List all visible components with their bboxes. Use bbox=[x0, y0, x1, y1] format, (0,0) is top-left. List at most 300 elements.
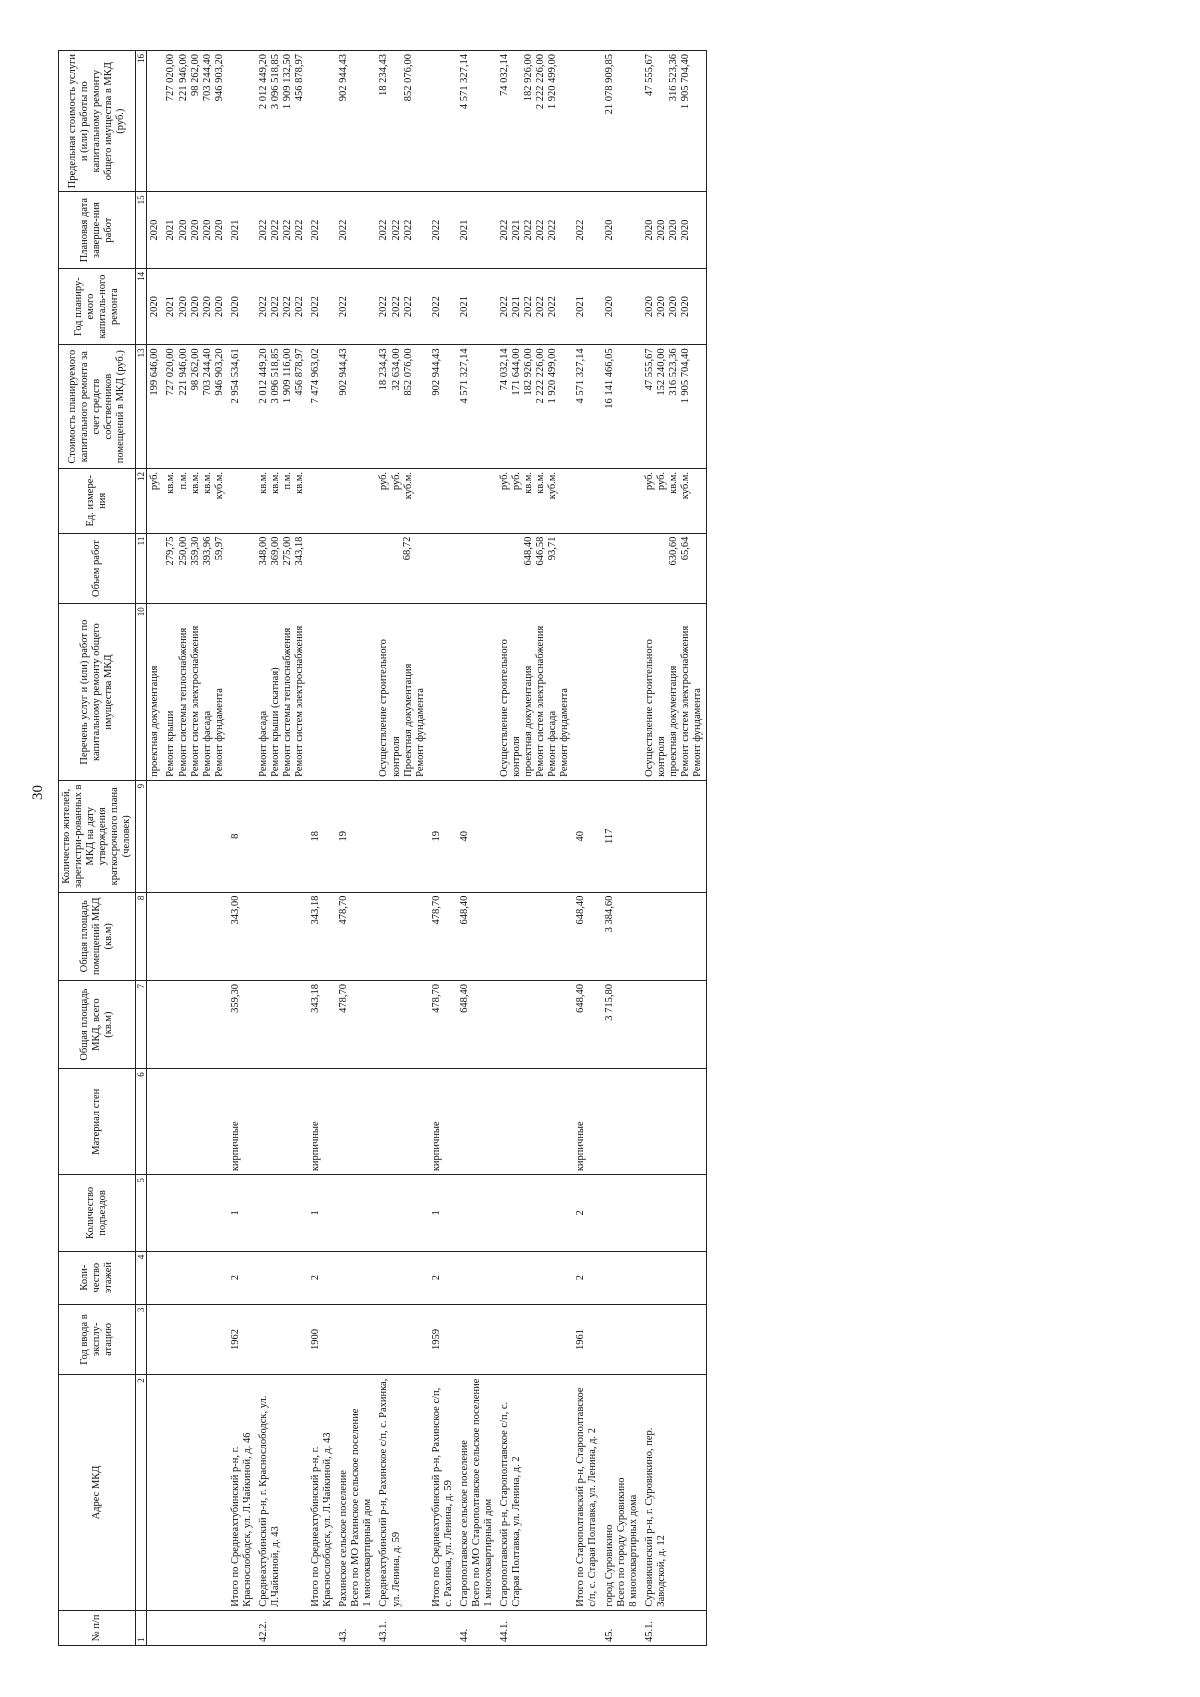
wall-material: кирпичные bbox=[308, 1069, 336, 1175]
unit-value: руб. bbox=[390, 471, 402, 491]
year-built: 1900 bbox=[308, 1304, 336, 1375]
cost-value: 4 571 327,14 bbox=[458, 348, 470, 404]
end-value: 2022 bbox=[282, 219, 293, 241]
vol-value bbox=[149, 537, 161, 601]
total-area: 359,30 bbox=[228, 980, 256, 1068]
table-row bbox=[642, 51, 707, 1646]
floors-count: 2 bbox=[573, 1251, 601, 1304]
residents-count: 18 bbox=[308, 780, 336, 892]
unit-value: кв.м. bbox=[535, 471, 547, 494]
cost-value: 1 920 499,00 bbox=[547, 348, 559, 404]
plan-value: 2022 bbox=[282, 296, 293, 318]
plan-cell bbox=[256, 268, 308, 345]
plan-value: 2022 bbox=[390, 296, 402, 318]
vol-cell bbox=[573, 533, 601, 604]
address-cell bbox=[602, 1375, 642, 1610]
vol-value bbox=[499, 537, 511, 601]
table-row bbox=[308, 51, 336, 1646]
limit-cell bbox=[336, 51, 376, 192]
year-built: 1962 bbox=[228, 1304, 256, 1375]
address-cell bbox=[256, 1375, 308, 1610]
residents-count bbox=[256, 780, 308, 892]
end-value: 2022 bbox=[402, 219, 414, 241]
limit-cell bbox=[457, 51, 497, 192]
column-header-13: Стоимость планируемого капитального ремонта за счет средств собственников помещений в МКД (руб.) bbox=[59, 345, 136, 469]
limit-value: 1 920 499,00 bbox=[547, 54, 559, 110]
cost-cell bbox=[429, 345, 457, 469]
unit-value: кв.м. bbox=[189, 471, 201, 494]
vol-cell bbox=[256, 533, 308, 604]
plan-value: 2020 bbox=[679, 296, 691, 318]
cost-value: 1 909 116,00 bbox=[282, 348, 293, 404]
end-cell bbox=[308, 192, 336, 269]
cost-cell bbox=[228, 345, 256, 469]
cost-value: 946 903,20 bbox=[213, 348, 225, 396]
column-number-2: 2 bbox=[136, 1375, 147, 1610]
plan-cell bbox=[163, 268, 227, 345]
year-built bbox=[256, 1304, 308, 1375]
total-area: 478,70 bbox=[429, 980, 457, 1068]
year-built bbox=[147, 1304, 164, 1375]
unit-cell bbox=[457, 468, 497, 533]
limit-value: 4 571 327,14 bbox=[458, 54, 470, 110]
vol-cell bbox=[602, 533, 642, 604]
vol-value: 93,71 bbox=[547, 536, 559, 561]
address-cell bbox=[429, 1375, 457, 1610]
vol-cell bbox=[497, 533, 573, 604]
unit-value: руб. bbox=[149, 471, 161, 491]
total-area bbox=[642, 980, 707, 1068]
row-number bbox=[429, 1610, 457, 1645]
vol-value bbox=[575, 537, 587, 601]
plan-value: 2022 bbox=[338, 296, 350, 318]
address-line: Всего по МО Рахинское сельское поселение bbox=[350, 1408, 362, 1607]
row-number: 45.1. bbox=[642, 1610, 707, 1645]
column-number-row bbox=[136, 51, 147, 1646]
works-cell bbox=[163, 604, 227, 781]
works-cell bbox=[256, 604, 308, 781]
plan-value: 2022 bbox=[378, 296, 390, 318]
cost-cell bbox=[256, 345, 308, 469]
address-cell bbox=[336, 1375, 376, 1610]
end-cell bbox=[602, 192, 642, 269]
column-number-5: 5 bbox=[136, 1175, 147, 1252]
end-value: 2021 bbox=[511, 219, 523, 241]
end-value: 2022 bbox=[499, 219, 510, 241]
unit-cell bbox=[497, 468, 573, 533]
works-cell bbox=[457, 604, 497, 781]
plan-value: 2022 bbox=[430, 296, 442, 318]
unit-cell bbox=[336, 468, 376, 533]
column-number-6: 6 bbox=[136, 1069, 147, 1175]
residents-count bbox=[147, 780, 164, 892]
column-header-6: Материал стен bbox=[59, 1069, 136, 1175]
cost-value: 98 262,00 bbox=[189, 348, 201, 391]
table-row bbox=[602, 51, 642, 1646]
end-value: 2020 bbox=[603, 219, 615, 241]
plan-value: 2022 bbox=[310, 296, 322, 318]
works-value: Ремонт крыши (скатная) bbox=[269, 667, 281, 777]
works-value bbox=[230, 607, 242, 777]
limit-value bbox=[575, 54, 587, 188]
floors-count bbox=[163, 1251, 227, 1304]
column-number-8: 8 bbox=[136, 892, 147, 980]
end-value: 2021 bbox=[458, 219, 470, 241]
limit-value: 74 032,14 bbox=[499, 54, 510, 96]
unit-value: руб. bbox=[643, 471, 655, 491]
rotated-table-container bbox=[58, 50, 1150, 1646]
end-value: 2020 bbox=[149, 219, 161, 241]
cost-value: 2 012 449,20 bbox=[257, 348, 269, 404]
unit-value: кв.м. bbox=[667, 471, 679, 494]
vol-value: 65,64 bbox=[679, 536, 691, 561]
plan-value: 2021 bbox=[575, 296, 587, 318]
header-row bbox=[59, 51, 136, 1646]
plan-value: 2022 bbox=[294, 296, 306, 318]
works-value: проектная документация bbox=[523, 665, 535, 777]
end-value: 2022 bbox=[523, 219, 535, 241]
end-cell bbox=[376, 192, 428, 269]
total-area bbox=[163, 980, 227, 1068]
floors-count bbox=[457, 1251, 497, 1304]
address-line: Итого по Среднеахтубинский р-н, г. Краснослободск, ул. Л.Чайкиной, д. 46 bbox=[229, 1432, 253, 1607]
limit-value: 946 903,20 bbox=[213, 54, 225, 102]
works-value bbox=[459, 607, 471, 777]
vol-cell bbox=[336, 533, 376, 604]
floors-count bbox=[642, 1251, 707, 1304]
end-cell bbox=[497, 192, 573, 269]
vol-value bbox=[459, 537, 471, 601]
plan-value: 2020 bbox=[667, 296, 679, 318]
works-cell bbox=[602, 604, 642, 781]
vol-cell bbox=[228, 533, 256, 604]
vol-cell bbox=[642, 533, 707, 604]
plan-cell bbox=[602, 268, 642, 345]
works-cell bbox=[429, 604, 457, 781]
row-number: 42.2. bbox=[256, 1610, 308, 1645]
works-value: Осуществление строительного контроля bbox=[643, 639, 667, 777]
unit-cell bbox=[429, 468, 457, 533]
unit-value: кв.м. bbox=[269, 471, 281, 494]
premises-area bbox=[256, 892, 308, 980]
plan-value: 2022 bbox=[535, 296, 547, 318]
unit-value bbox=[431, 472, 443, 530]
limit-value: 727 020,00 bbox=[165, 54, 177, 102]
works-value bbox=[575, 607, 587, 777]
vol-value bbox=[431, 537, 443, 601]
entrances-count: 1 bbox=[228, 1175, 256, 1252]
unit-value: куб.м. bbox=[547, 471, 559, 500]
limit-value: 852 076,00 bbox=[402, 54, 414, 102]
total-area bbox=[376, 980, 428, 1068]
works-value: Ремонт крыши bbox=[165, 710, 177, 777]
floors-count bbox=[256, 1251, 308, 1304]
vol-value bbox=[390, 537, 402, 601]
cost-value: 47 555,67 bbox=[643, 348, 655, 391]
works-cell bbox=[228, 604, 256, 781]
premises-area: 648,40 bbox=[457, 892, 497, 980]
cost-value: 221 946,00 bbox=[177, 348, 189, 396]
address-line: город Суровикино bbox=[603, 1524, 615, 1607]
vol-value bbox=[511, 537, 523, 601]
works-cell bbox=[308, 604, 336, 781]
works-value: Ремонт фасада bbox=[547, 710, 559, 777]
plan-cell bbox=[642, 268, 707, 345]
total-area bbox=[147, 980, 164, 1068]
end-value: 2022 bbox=[378, 219, 390, 241]
address-line: Итого по Среднеахтубинский р-н, Рахинское с/п, с. Рахинка, ул. Ленина, д. 59 bbox=[430, 1387, 454, 1607]
works-value bbox=[604, 607, 616, 777]
limit-value bbox=[149, 54, 161, 188]
residents-count: 40 bbox=[457, 780, 497, 892]
end-value: 2022 bbox=[310, 219, 322, 241]
vol-value: 359,30 bbox=[189, 536, 201, 566]
limit-value: 1 909 132,50 bbox=[282, 54, 293, 110]
plan-cell bbox=[147, 268, 164, 345]
address-cell bbox=[573, 1375, 601, 1610]
total-area: 648,40 bbox=[457, 980, 497, 1068]
cost-value: 727 020,00 bbox=[165, 348, 177, 396]
unit-value: куб.м. bbox=[402, 471, 414, 500]
works-cell bbox=[376, 604, 428, 781]
plan-value: 2020 bbox=[655, 296, 667, 318]
vol-cell bbox=[376, 533, 428, 604]
works-value bbox=[338, 607, 350, 777]
vol-value: 630,60 bbox=[667, 536, 679, 566]
cost-cell bbox=[336, 345, 376, 469]
unit-cell bbox=[642, 468, 707, 533]
wall-material bbox=[256, 1069, 308, 1175]
entrances-count: 1 bbox=[308, 1175, 336, 1252]
address-line: 8 многоквартирных дома bbox=[627, 1494, 639, 1607]
limit-cell bbox=[256, 51, 308, 192]
wall-material: кирпичные bbox=[429, 1069, 457, 1175]
end-value: 2021 bbox=[165, 219, 177, 241]
column-number-16: 16 bbox=[136, 51, 147, 192]
address-line: Итого по Среднеахтубинский р-н, г. Краснослободск, ул. Л.Чайкиной, д. 43 bbox=[310, 1432, 334, 1607]
unit-cell bbox=[228, 468, 256, 533]
year-built bbox=[642, 1304, 707, 1375]
residents-count: 40 bbox=[573, 780, 601, 892]
plan-value: 2022 bbox=[402, 296, 414, 318]
address-cell bbox=[147, 1375, 164, 1610]
entrances-count bbox=[163, 1175, 227, 1252]
plan-value: 2021 bbox=[511, 296, 523, 318]
year-built bbox=[497, 1304, 573, 1375]
column-header-7: Общая площадь МКД, всего (кв.м) bbox=[59, 980, 136, 1068]
year-built bbox=[602, 1304, 642, 1375]
limit-cell bbox=[308, 51, 336, 192]
unit-value: кв.м. bbox=[523, 471, 535, 494]
row-number: 45. bbox=[602, 1610, 642, 1645]
end-cell bbox=[573, 192, 601, 269]
works-value: Ремонт фундамента bbox=[691, 688, 703, 777]
vol-value bbox=[656, 537, 668, 601]
works-value: Осуществление строительного контроля bbox=[378, 639, 402, 777]
works-value: Проектная документация bbox=[402, 663, 414, 777]
limit-value: 2 222 226,00 bbox=[535, 54, 547, 110]
works-value: проектная документация bbox=[667, 665, 679, 777]
end-value: 2020 bbox=[201, 219, 213, 241]
column-header-1: № п/п bbox=[59, 1610, 136, 1645]
unit-cell bbox=[308, 468, 336, 533]
unit-value: куб.м. bbox=[213, 471, 225, 500]
cost-value: 32 634,00 bbox=[390, 348, 402, 391]
cost-value: 2 222 226,00 bbox=[535, 348, 547, 404]
address-line: Среднеахтубинский р-н, Рахинское с/п, с. Рахинка, ул. Ленина, д. 59 bbox=[378, 1378, 402, 1607]
limit-value: 2 012 449,20 bbox=[257, 54, 269, 110]
column-header-12: Ед. измере-ния bbox=[59, 468, 136, 533]
column-header-4: Коли-чество этажей bbox=[59, 1251, 136, 1304]
cost-value: 316 523,36 bbox=[667, 348, 679, 396]
vol-value: 393,96 bbox=[201, 536, 213, 566]
row-number: 44.1. bbox=[497, 1610, 573, 1645]
limit-cell bbox=[642, 51, 707, 192]
address-line: Суровикинский р-н, г. Суровикино, пер. Заводской, д. 12 bbox=[643, 1427, 667, 1607]
plan-cell bbox=[336, 268, 376, 345]
cost-cell bbox=[376, 345, 428, 469]
limit-value bbox=[511, 54, 523, 188]
vol-value: 68,72 bbox=[402, 536, 414, 561]
total-area: 478,70 bbox=[336, 980, 376, 1068]
address-cell bbox=[228, 1375, 256, 1610]
end-value: 2021 bbox=[229, 219, 241, 241]
wall-material bbox=[336, 1069, 376, 1175]
row-number: 43. bbox=[336, 1610, 376, 1645]
cost-value: 3 096 518,85 bbox=[269, 348, 281, 404]
plan-cell bbox=[573, 268, 601, 345]
plan-value: 2020 bbox=[603, 296, 615, 318]
column-header-10: Перечень услуг и (или) работ по капитальному ремонту общего имущества МКД bbox=[59, 604, 136, 781]
premises-area: 343,18 bbox=[308, 892, 336, 980]
table-row bbox=[497, 51, 573, 1646]
address-cell bbox=[497, 1375, 573, 1610]
wall-material: кирпичные bbox=[573, 1069, 601, 1175]
cost-value: 16 141 466,05 bbox=[603, 348, 615, 409]
works-value: Ремонт фундамента bbox=[213, 688, 225, 777]
unit-value: руб. bbox=[511, 471, 523, 491]
unit-cell bbox=[602, 468, 642, 533]
works-cell bbox=[336, 604, 376, 781]
limit-value: 1 905 704,40 bbox=[679, 54, 691, 110]
unit-value bbox=[459, 472, 471, 530]
end-value: 2022 bbox=[294, 219, 306, 241]
premises-area bbox=[497, 892, 573, 980]
year-built bbox=[163, 1304, 227, 1375]
limit-cell bbox=[429, 51, 457, 192]
limit-value: 21 078 909,85 bbox=[603, 54, 615, 115]
works-value: Осуществление строительного контроля bbox=[499, 639, 523, 777]
table-row bbox=[163, 51, 227, 1646]
wall-material bbox=[457, 1069, 497, 1175]
address-cell bbox=[457, 1375, 497, 1610]
end-value: 2020 bbox=[655, 219, 667, 241]
end-cell bbox=[163, 192, 227, 269]
end-value: 2020 bbox=[643, 219, 655, 241]
cost-cell bbox=[308, 345, 336, 469]
end-value: 2022 bbox=[257, 219, 269, 241]
end-cell bbox=[429, 192, 457, 269]
works-cell bbox=[642, 604, 707, 781]
end-value: 2022 bbox=[390, 219, 402, 241]
unit-value: кв.м. bbox=[201, 471, 213, 494]
table-row bbox=[228, 51, 256, 1646]
premises-area bbox=[642, 892, 707, 980]
limit-value: 98 262,00 bbox=[189, 54, 201, 96]
plan-value: 2020 bbox=[229, 296, 241, 318]
limit-value: 47 555,67 bbox=[643, 54, 655, 96]
cost-value: 7 474 963,02 bbox=[310, 348, 322, 404]
column-header-16: Предельная стоимость услуги и (или) работы по капитальному ремонту общего имущества в МКД (руб.) bbox=[59, 51, 136, 192]
unit-value bbox=[338, 472, 350, 530]
end-cell bbox=[147, 192, 164, 269]
entrances-count bbox=[457, 1175, 497, 1252]
limit-cell bbox=[573, 51, 601, 192]
column-header-3: Год ввода в эксплу-атацию bbox=[59, 1304, 136, 1375]
cost-value: 902 944,43 bbox=[338, 348, 350, 396]
unit-value: руб. bbox=[378, 471, 390, 491]
cost-value: 852 076,00 bbox=[402, 348, 414, 396]
address-line: Всего по городу Суровикино bbox=[615, 1477, 627, 1607]
column-number-13: 13 bbox=[136, 345, 147, 469]
end-value: 2022 bbox=[269, 219, 281, 241]
residents-count: 19 bbox=[336, 780, 376, 892]
plan-cell bbox=[429, 268, 457, 345]
unit-cell bbox=[573, 468, 601, 533]
limit-value: 182 926,00 bbox=[523, 54, 535, 102]
premises-area bbox=[163, 892, 227, 980]
row-number: 44. bbox=[457, 1610, 497, 1645]
plan-value: 2021 bbox=[165, 296, 177, 318]
residents-count bbox=[163, 780, 227, 892]
row-number bbox=[308, 1610, 336, 1645]
vol-cell bbox=[147, 533, 164, 604]
residents-count bbox=[497, 780, 573, 892]
plan-value: 2020 bbox=[177, 296, 189, 318]
row-number bbox=[147, 1610, 164, 1645]
limit-value bbox=[391, 54, 403, 188]
column-number-15: 15 bbox=[136, 192, 147, 269]
end-cell bbox=[336, 192, 376, 269]
wall-material bbox=[642, 1069, 707, 1175]
plan-value: 2020 bbox=[201, 296, 213, 318]
cost-value: 182 926,00 bbox=[523, 348, 535, 396]
floors-count bbox=[336, 1251, 376, 1304]
vol-value: 279,75 bbox=[165, 536, 177, 566]
plan-value: 2022 bbox=[523, 296, 535, 318]
cost-value: 2 954 534,61 bbox=[229, 348, 241, 404]
works-value: Ремонт систем электроснабжения bbox=[294, 625, 306, 777]
cost-cell bbox=[602, 345, 642, 469]
vol-cell bbox=[163, 533, 227, 604]
total-area bbox=[256, 980, 308, 1068]
floors-count bbox=[376, 1251, 428, 1304]
unit-value bbox=[230, 472, 242, 530]
year-built bbox=[336, 1304, 376, 1375]
floors-count bbox=[602, 1251, 642, 1304]
unit-cell bbox=[163, 468, 227, 533]
cost-value: 199 646,00 bbox=[149, 348, 161, 396]
limit-value bbox=[230, 54, 242, 188]
column-header-15: Плановая дата заверше-ния работ bbox=[59, 192, 136, 269]
premises-area bbox=[376, 892, 428, 980]
entrances-count bbox=[497, 1175, 573, 1252]
plan-cell bbox=[497, 268, 573, 345]
limit-value: 316 523,36 bbox=[667, 54, 679, 102]
page-number: 30 bbox=[30, 785, 46, 800]
end-value: 2020 bbox=[667, 219, 679, 241]
vol-cell bbox=[429, 533, 457, 604]
